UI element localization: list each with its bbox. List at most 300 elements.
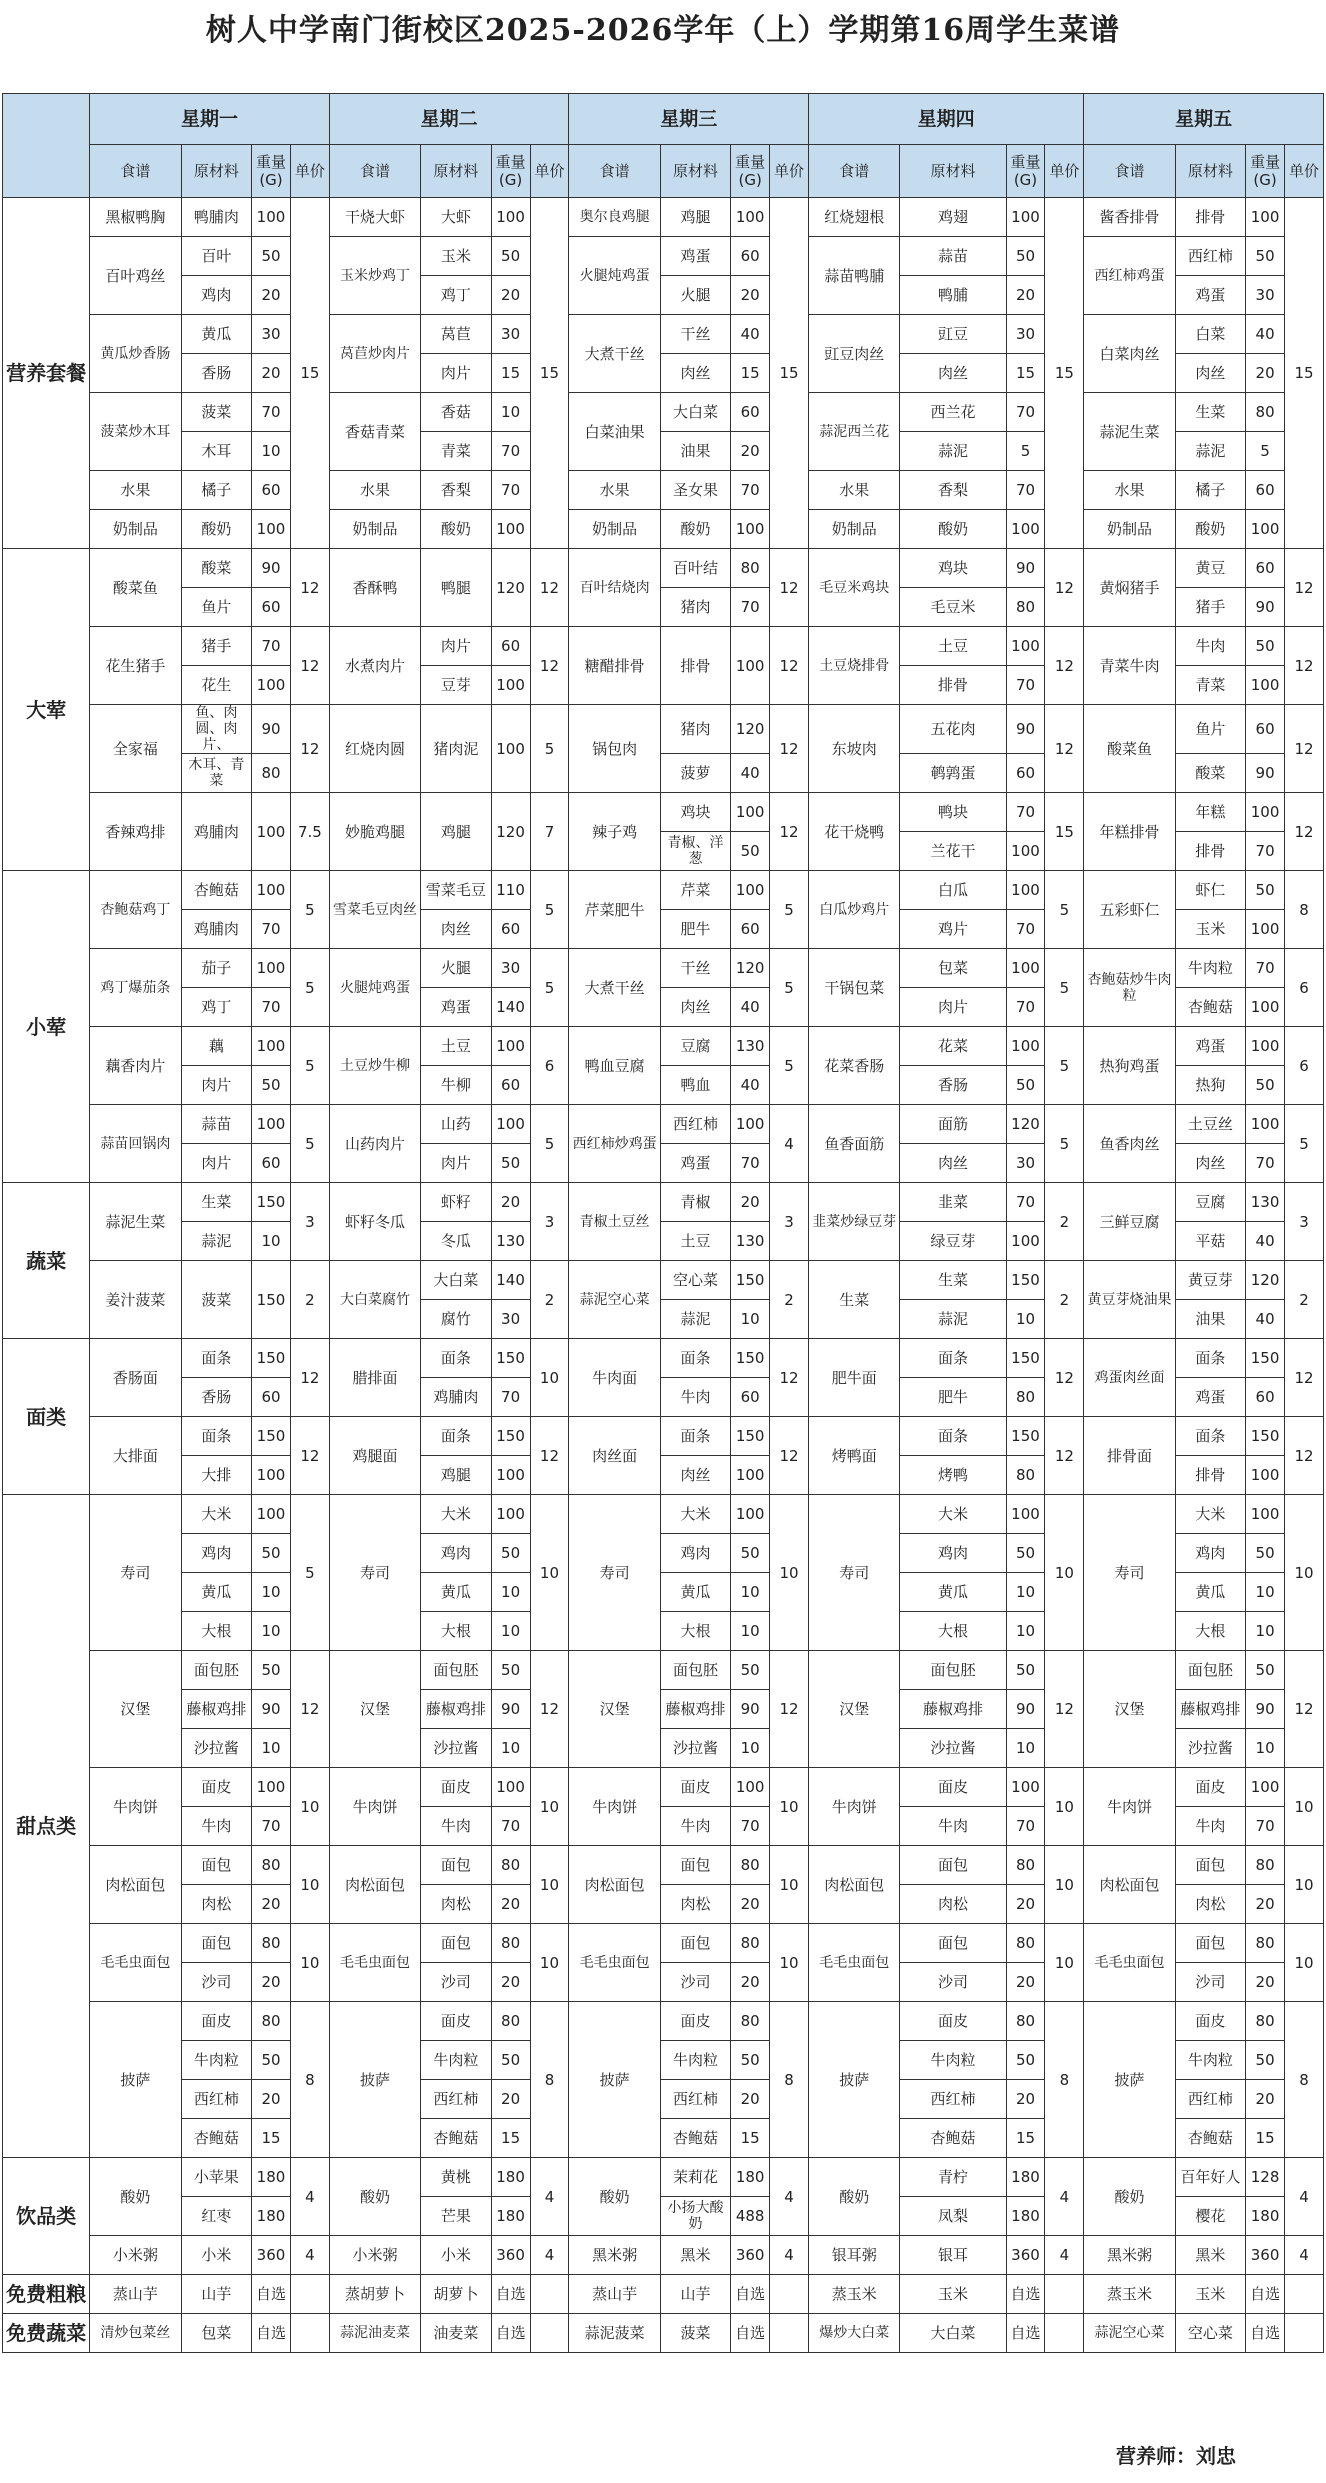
ingredient-name: 面包胚 (660, 1651, 730, 1690)
ingredient-name: 大白菜 (900, 2314, 1006, 2353)
ingredient-name: 面皮 (900, 1768, 1006, 1807)
dish-name: 香辣鸡排 (90, 793, 181, 871)
ingredient-weight: 15 (491, 354, 530, 393)
ingredient-weight: 50 (1246, 2041, 1285, 2080)
ingredient-name: 西红柿 (660, 2080, 730, 2119)
price-cell: 10 (1045, 1495, 1084, 1651)
price-cell: 2 (770, 1261, 809, 1339)
ingredient-weight: 70 (252, 1807, 291, 1846)
ingredient-weight: 5 (1006, 432, 1045, 471)
ingredient-name: 沙拉酱 (1175, 1729, 1245, 1768)
dish-name: 百叶鸡丝 (90, 237, 181, 315)
dish-name: 蒜泥空心菜 (1084, 2314, 1175, 2353)
price-cell: 5 (770, 1027, 809, 1105)
ingredient-weight: 100 (731, 871, 770, 910)
ingredient-name: 鸡块 (660, 793, 730, 832)
ingredient-weight: 10 (1246, 1612, 1285, 1651)
nutritionist-signature: 营养师：刘忠 (1116, 2444, 1236, 2468)
ingredient-weight: 100 (731, 198, 770, 237)
price-cell: 12 (1285, 549, 1324, 627)
ingredient-weight: 80 (1006, 1846, 1045, 1885)
ingredient-name: 面皮 (421, 1768, 491, 1807)
ingredient-weight: 40 (731, 988, 770, 1027)
ingredient-name: 面筋 (900, 1105, 1006, 1144)
ingredient-weight: 360 (491, 2236, 530, 2275)
price-cell: 10 (530, 1846, 569, 1924)
ingredient-weight: 80 (252, 2002, 291, 2041)
ingredient-name: 鸭脯 (900, 276, 1006, 315)
column-header-row (3, 145, 1324, 198)
price-cell: 12 (1285, 1339, 1324, 1417)
dish-name: 肉丝面 (569, 1417, 660, 1495)
ingredient-name: 大白菜 (421, 1261, 491, 1300)
ingredient-weight: 自选 (1246, 2275, 1285, 2314)
ingredient-weight: 50 (1006, 1534, 1045, 1573)
ingredient-weight: 50 (1246, 1651, 1285, 1690)
ingredient-weight: 80 (1246, 1924, 1285, 1963)
ingredient-weight: 10 (252, 432, 291, 471)
dish-name: 水果 (90, 471, 181, 510)
dish-name: 清炒包菜丝 (90, 2314, 181, 2353)
ingredient-name: 土豆 (660, 1222, 730, 1261)
price-cell: 12 (1045, 1417, 1084, 1495)
price-cell: 4 (770, 1105, 809, 1183)
price-cell: 12 (530, 1651, 569, 1768)
ingredient-weight: 10 (1006, 1729, 1045, 1768)
ingredient-weight: 70 (1246, 1144, 1285, 1183)
ingredient-name: 藤椒鸡排 (1175, 1690, 1245, 1729)
ingredient-weight: 90 (1006, 1690, 1045, 1729)
ingredient-weight: 180 (491, 2158, 530, 2197)
ingredient-name: 酸奶 (900, 510, 1006, 549)
dish-name: 土豆烧排骨 (809, 627, 900, 705)
column-header-cell: 重量(G) (1246, 145, 1285, 198)
ingredient-name: 菠菜 (181, 1261, 251, 1339)
dish-name: 鸡丁爆茄条 (90, 949, 181, 1027)
dish-name: 芹菜肥牛 (569, 871, 660, 949)
price-cell: 12 (1285, 1651, 1324, 1768)
ingredient-name: 牛肉粒 (900, 2041, 1006, 2080)
ingredient-weight: 60 (1006, 754, 1045, 793)
dish-name: 肉松面包 (569, 1846, 660, 1924)
ingredient-name: 面条 (1175, 1339, 1245, 1378)
ingredient-name: 干丝 (660, 315, 730, 354)
ingredient-weight: 10 (1006, 1300, 1045, 1339)
price-cell: 12 (770, 627, 809, 705)
ingredient-name: 青椒 (660, 1183, 730, 1222)
column-header-cell: 原材料 (1175, 145, 1245, 198)
ingredient-name: 牛肉 (1175, 627, 1245, 666)
ingredient-weight: 20 (1006, 2080, 1045, 2119)
ingredient-name: 沙司 (1175, 1963, 1245, 2002)
dish-name: 红烧翅根 (809, 198, 900, 237)
ingredient-weight: 100 (1246, 1105, 1285, 1144)
ingredient-weight: 20 (1006, 1885, 1045, 1924)
column-header-cell: 重量(G) (491, 145, 530, 198)
ingredient-weight: 10 (491, 1612, 530, 1651)
ingredient-weight: 100 (1246, 793, 1285, 832)
ingredient-name: 鱼、肉圆、肉片、 (181, 705, 251, 754)
ingredient-weight: 360 (1246, 2236, 1285, 2275)
ingredient-weight: 50 (1246, 237, 1285, 276)
ingredient-name: 大米 (660, 1495, 730, 1534)
category-cell: 小荤 (3, 871, 90, 1183)
ingredient-weight: 100 (1006, 1768, 1045, 1807)
dish-name: 蒜泥生菜 (1084, 393, 1175, 471)
dish-name: 牛肉饼 (329, 1768, 420, 1846)
ingredient-weight: 20 (491, 276, 530, 315)
ingredient-name: 西红柿 (900, 2080, 1006, 2119)
ingredient-name: 菠菜 (181, 393, 251, 432)
table-row (3, 315, 1324, 354)
dish-name: 黑米粥 (569, 2236, 660, 2275)
table-row (3, 1495, 1324, 1534)
ingredient-name: 面皮 (900, 2002, 1006, 2041)
dish-name: 奶制品 (329, 510, 420, 549)
price-cell: 10 (290, 1768, 329, 1846)
ingredient-weight: 50 (731, 2041, 770, 2080)
dish-name: 寿司 (329, 1495, 420, 1651)
ingredient-weight: 20 (731, 1183, 770, 1222)
ingredient-name: 土豆丝 (1175, 1105, 1245, 1144)
ingredient-name: 鸡蛋 (1175, 1378, 1245, 1417)
ingredient-weight: 70 (1246, 1807, 1285, 1846)
dish-name: 生菜 (809, 1261, 900, 1339)
ingredient-name: 青柠 (900, 2158, 1006, 2197)
ingredient-name: 西红柿 (421, 2080, 491, 2119)
dish-name: 寿司 (809, 1495, 900, 1651)
ingredient-weight: 自选 (1246, 2314, 1285, 2353)
table-row (3, 1651, 1324, 1690)
ingredient-weight: 100 (731, 793, 770, 832)
category-cell: 面类 (3, 1339, 90, 1495)
ingredient-name: 黄瓜 (181, 1573, 251, 1612)
ingredient-weight: 50 (491, 1534, 530, 1573)
ingredient-weight: 100 (731, 1495, 770, 1534)
ingredient-weight: 60 (491, 910, 530, 949)
ingredient-name: 沙拉酱 (421, 1729, 491, 1768)
dish-name: 百叶结烧肉 (569, 549, 660, 627)
ingredient-name: 白菜 (1175, 315, 1245, 354)
ingredient-weight: 50 (1246, 1534, 1285, 1573)
ingredient-name: 肉丝 (421, 910, 491, 949)
ingredient-weight: 10 (491, 1573, 530, 1612)
dish-name: 肉松面包 (329, 1846, 420, 1924)
price-cell: 12 (290, 549, 329, 627)
ingredient-name: 韭菜 (900, 1183, 1006, 1222)
dish-name: 黑椒鸭胸 (90, 198, 181, 237)
price-cell: 5 (290, 1027, 329, 1105)
ingredient-weight: 60 (731, 1378, 770, 1417)
dish-name: 鱼香肉丝 (1084, 1105, 1175, 1183)
column-header-cell: 单价 (1045, 145, 1084, 198)
price-cell: 12 (1285, 627, 1324, 705)
dish-name: 热狗鸡蛋 (1084, 1027, 1175, 1105)
dish-name: 酸奶 (90, 2158, 181, 2236)
dish-name: 披萨 (569, 2002, 660, 2158)
ingredient-name: 橘子 (1175, 471, 1245, 510)
dish-name: 糖醋排骨 (569, 627, 660, 705)
ingredient-name: 杏鲍菇 (1175, 988, 1245, 1027)
ingredient-name: 面包 (900, 1924, 1006, 1963)
ingredient-weight: 360 (731, 2236, 770, 2275)
ingredient-weight: 100 (491, 198, 530, 237)
dish-name: 雪菜毛豆肉丝 (329, 871, 420, 949)
ingredient-name: 牛肉 (660, 1807, 730, 1846)
dish-name: 白菜油果 (569, 393, 660, 471)
ingredient-weight: 90 (1006, 549, 1045, 588)
ingredient-name: 包菜 (900, 949, 1006, 988)
ingredient-name: 木耳、青菜 (181, 754, 251, 793)
ingredient-weight: 10 (1006, 1573, 1045, 1612)
dish-name: 东坡肉 (809, 705, 900, 793)
ingredient-name: 沙司 (900, 1963, 1006, 2002)
dish-name: 奶制品 (809, 510, 900, 549)
ingredient-name: 菠萝 (660, 754, 730, 793)
ingredient-weight: 60 (731, 910, 770, 949)
ingredient-name: 豆芽 (421, 666, 491, 705)
ingredient-name: 蒜苗 (181, 1105, 251, 1144)
ingredient-weight: 100 (1006, 510, 1045, 549)
dish-name: 大排面 (90, 1417, 181, 1495)
ingredient-weight: 80 (731, 1924, 770, 1963)
ingredient-weight: 80 (1006, 1924, 1045, 1963)
ingredient-name: 沙司 (181, 1963, 251, 2002)
ingredient-name: 酸奶 (1175, 510, 1245, 549)
price-cell: 4 (1045, 2236, 1084, 2275)
ingredient-name: 面包胚 (900, 1651, 1006, 1690)
ingredient-name: 大米 (900, 1495, 1006, 1534)
price-cell: 10 (530, 1495, 569, 1651)
ingredient-weight: 70 (252, 627, 291, 666)
ingredient-name: 大米 (421, 1495, 491, 1534)
price-cell: 10 (290, 1924, 329, 2002)
ingredient-name: 小米 (421, 2236, 491, 2275)
ingredient-name: 肉丝 (660, 354, 730, 393)
ingredient-weight: 80 (1246, 1846, 1285, 1885)
page-title: 树人中学南门街校区2025-2026学年（上）学期第16周学生菜谱 (205, 13, 1121, 48)
ingredient-name: 面包胚 (1175, 1651, 1245, 1690)
ingredient-weight: 自选 (491, 2314, 530, 2353)
ingredient-weight: 100 (1006, 1027, 1045, 1066)
ingredient-weight: 20 (491, 1963, 530, 2002)
column-header-cell: 单价 (1285, 145, 1324, 198)
ingredient-name: 腐竹 (421, 1300, 491, 1339)
ingredient-name: 香梨 (421, 471, 491, 510)
ingredient-name: 生菜 (181, 1183, 251, 1222)
price-cell: 12 (770, 1417, 809, 1495)
ingredient-name: 面皮 (660, 2002, 730, 2041)
ingredient-weight: 180 (1006, 2197, 1045, 2236)
day-header-tuesday: 星期二 (329, 94, 569, 145)
ingredient-weight: 60 (491, 1066, 530, 1105)
ingredient-weight: 180 (252, 2197, 291, 2236)
column-header-cell: 食谱 (569, 145, 660, 198)
ingredient-weight: 10 (1246, 1573, 1285, 1612)
ingredient-weight: 180 (252, 2158, 291, 2197)
price-cell: 12 (770, 705, 809, 793)
ingredient-weight: 20 (731, 1885, 770, 1924)
ingredient-name: 肉松 (1175, 1885, 1245, 1924)
price-cell: 10 (1045, 1768, 1084, 1846)
ingredient-name: 肉丝 (1175, 1144, 1245, 1183)
ingredient-name: 大米 (181, 1495, 251, 1534)
dish-name: 烤鸭面 (809, 1417, 900, 1495)
ingredient-name: 沙拉酱 (181, 1729, 251, 1768)
dish-name: 蒸玉米 (1084, 2275, 1175, 2314)
price-cell: 15 (770, 198, 809, 549)
dish-name: 排骨面 (1084, 1417, 1175, 1495)
ingredient-name: 小苹果 (181, 2158, 251, 2197)
ingredient-weight: 自选 (252, 2314, 291, 2353)
table-row (3, 2158, 1324, 2197)
ingredient-name: 肉松 (660, 1885, 730, 1924)
dish-name: 杏鲍菇炒牛肉粒 (1084, 949, 1175, 1027)
price-cell: 15 (1045, 793, 1084, 871)
ingredient-weight: 20 (1246, 354, 1285, 393)
price-cell: 4 (530, 2158, 569, 2236)
dish-name: 汉堡 (329, 1651, 420, 1768)
ingredient-name: 肉松 (900, 1885, 1006, 1924)
ingredient-name: 酸奶 (421, 510, 491, 549)
price-cell: 5 (1045, 1027, 1084, 1105)
ingredient-weight: 150 (1006, 1339, 1045, 1378)
dish-name: 西红柿鸡蛋 (1084, 237, 1175, 315)
dish-name: 酸奶 (569, 2158, 660, 2236)
dish-name: 鱼香面筋 (809, 1105, 900, 1183)
ingredient-name: 面包胚 (181, 1651, 251, 1690)
ingredient-name: 蒜苗 (900, 237, 1006, 276)
price-cell: 5 (530, 949, 569, 1027)
ingredient-name: 青菜 (1175, 666, 1245, 705)
ingredient-name: 牛柳 (421, 1066, 491, 1105)
ingredient-weight: 100 (731, 1456, 770, 1495)
dish-name: 蒜泥西兰花 (809, 393, 900, 471)
ingredient-weight: 70 (491, 432, 530, 471)
ingredient-name: 银耳 (900, 2236, 1006, 2275)
ingredient-name: 鸡丁 (181, 988, 251, 1027)
price-cell: 4 (1285, 2236, 1324, 2275)
ingredient-weight: 70 (1006, 471, 1045, 510)
ingredient-name: 大虾 (421, 198, 491, 237)
ingredient-name: 杏鲍菇 (660, 2119, 730, 2158)
ingredient-weight: 70 (491, 1378, 530, 1417)
ingredient-name: 藤椒鸡排 (900, 1690, 1006, 1729)
dish-name: 白菜肉丝 (1084, 315, 1175, 393)
ingredient-weight: 自选 (731, 2314, 770, 2353)
dish-name: 香肠面 (90, 1339, 181, 1417)
price-cell: 5 (1045, 871, 1084, 949)
price-cell: 12 (1285, 705, 1324, 793)
column-header-cell: 单价 (770, 145, 809, 198)
table-row (3, 198, 1324, 237)
dish-name: 毛毛虫面包 (329, 1924, 420, 2002)
category-cell: 大荤 (3, 549, 90, 871)
dish-name: 妙脆鸡腿 (329, 793, 420, 871)
price-cell: 12 (1285, 793, 1324, 871)
price-cell: 8 (1045, 2002, 1084, 2158)
ingredient-name: 鹌鹑蛋 (900, 754, 1006, 793)
ingredient-name: 绿豆芽 (900, 1222, 1006, 1261)
table-row (3, 393, 1324, 432)
price-cell: 2 (1045, 1183, 1084, 1261)
ingredient-name: 排骨 (1175, 832, 1245, 871)
dish-name: 牛肉饼 (809, 1768, 900, 1846)
table-row (3, 549, 1324, 588)
ingredient-weight: 15 (1246, 2119, 1285, 2158)
price-cell: 6 (530, 1027, 569, 1105)
category-cell: 免费蔬菜 (3, 2314, 90, 2353)
ingredient-name: 黄豆 (1175, 549, 1245, 588)
dish-name: 菠菜炒木耳 (90, 393, 181, 471)
dish-name: 毛豆米鸡块 (809, 549, 900, 627)
price-cell: 7.5 (290, 793, 329, 871)
ingredient-weight: 110 (491, 871, 530, 910)
price-cell: 12 (290, 1651, 329, 1768)
column-header-cell: 食谱 (90, 145, 181, 198)
ingredient-name: 酸菜 (1175, 754, 1245, 793)
ingredient-name: 猪肉泥 (421, 705, 491, 793)
ingredient-name: 鸡腿 (660, 198, 730, 237)
dish-name: 汉堡 (569, 1651, 660, 1768)
price-cell: 5 (290, 1105, 329, 1183)
dish-name: 五彩虾仁 (1084, 871, 1175, 949)
ingredient-name: 面条 (660, 1339, 730, 1378)
price-cell: 15 (530, 198, 569, 549)
price-cell: 10 (770, 1768, 809, 1846)
price-cell: 3 (290, 1183, 329, 1261)
price-cell (770, 2314, 809, 2353)
ingredient-weight: 70 (1246, 949, 1285, 988)
dish-name: 蒜苗回锅肉 (90, 1105, 181, 1183)
ingredient-name: 肉片 (421, 627, 491, 666)
ingredient-name: 猪手 (1175, 588, 1245, 627)
ingredient-name: 肉松 (181, 1885, 251, 1924)
ingredient-name: 鸡脯肉 (421, 1378, 491, 1417)
dish-name: 虾籽冬瓜 (329, 1183, 420, 1261)
ingredient-name: 面条 (1175, 1417, 1245, 1456)
ingredient-weight: 15 (1006, 354, 1045, 393)
dish-name: 干锅包菜 (809, 949, 900, 1027)
ingredient-weight: 120 (731, 705, 770, 754)
dish-name: 杏鲍菇鸡丁 (90, 871, 181, 949)
dish-name: 蒜泥油麦菜 (329, 2314, 420, 2353)
ingredient-weight: 100 (1246, 666, 1285, 705)
ingredient-name: 胡萝卜 (421, 2275, 491, 2314)
ingredient-name: 鸡蛋 (421, 988, 491, 1027)
ingredient-name: 白瓜 (900, 871, 1006, 910)
ingredient-name: 酸奶 (181, 510, 251, 549)
price-cell: 10 (1285, 1846, 1324, 1924)
ingredient-name: 面包 (1175, 1924, 1245, 1963)
ingredient-name: 油果 (1175, 1300, 1245, 1339)
ingredient-name: 面包 (900, 1846, 1006, 1885)
ingredient-weight: 50 (491, 2041, 530, 2080)
dish-name: 白瓜炒鸡片 (809, 871, 900, 949)
ingredient-name: 鸡脯肉 (181, 793, 251, 871)
ingredient-name: 杏鲍菇 (181, 2119, 251, 2158)
ingredient-name: 鸡蛋 (1175, 276, 1245, 315)
ingredient-weight: 60 (252, 588, 291, 627)
ingredient-weight: 50 (252, 1651, 291, 1690)
ingredient-name: 藤椒鸡排 (181, 1690, 251, 1729)
ingredient-name: 香菇 (421, 393, 491, 432)
ingredient-name: 面条 (181, 1417, 251, 1456)
price-cell: 10 (530, 1339, 569, 1417)
ingredient-name: 西红柿 (660, 1105, 730, 1144)
ingredient-weight: 20 (1006, 276, 1045, 315)
ingredient-name: 沙司 (660, 1963, 730, 2002)
